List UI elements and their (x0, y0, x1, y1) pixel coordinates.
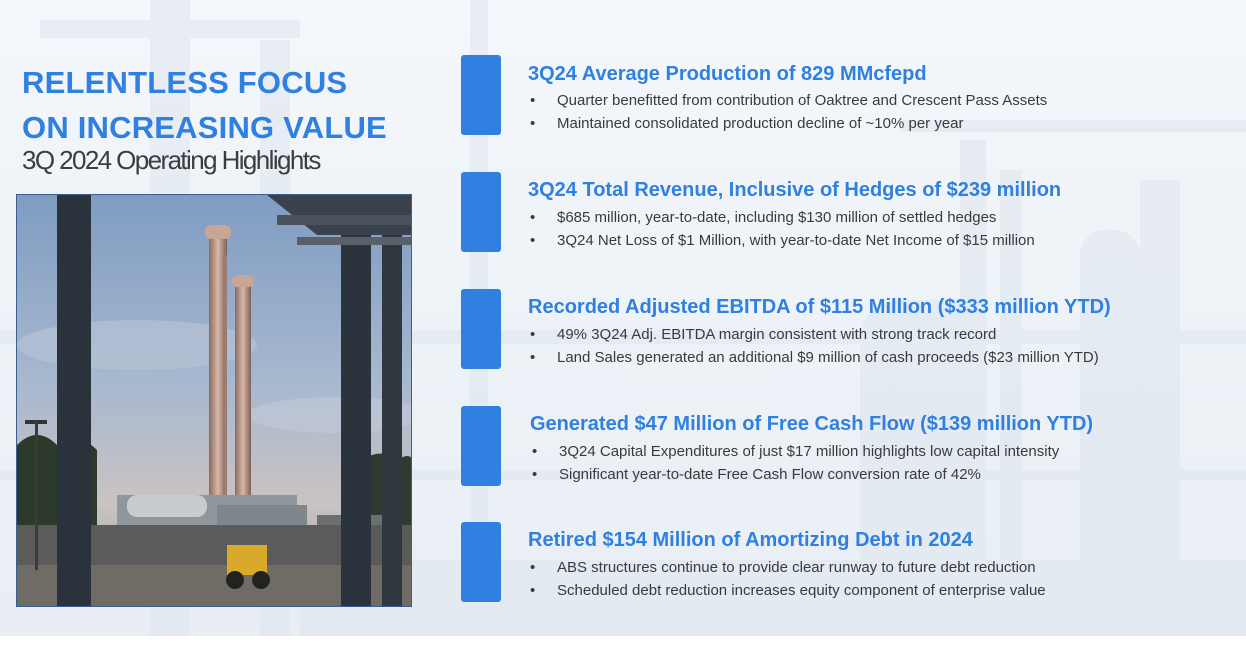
section-marker (461, 55, 501, 135)
highlight-heading: Recorded Adjusted EBITDA of $115 Million ($333 million YTD) (528, 296, 1111, 318)
bullet-list (530, 440, 1059, 486)
highlight-heading: Generated $47 Million of Free Cash Flow ($139 million YTD) (530, 413, 1094, 435)
list-item: • Scheduled debt reduction increases equity component of enterprise value (528, 579, 1046, 602)
highlight-heading: 3Q24 Total Revenue, Inclusive of Hedges of $239 million (528, 179, 1062, 201)
bullet-dot: • (530, 349, 536, 366)
list-item: • 3Q24 Capital Expenditures of just $17 million highlights low capital intensity (530, 440, 1059, 463)
slide-title (22, 60, 387, 150)
list-item: • Maintained consolidated production decline of ~10% per year (528, 112, 1047, 135)
bullet-dot: • (530, 582, 536, 599)
bullet-dot: • (530, 209, 536, 226)
bullet-dot: • (532, 466, 538, 483)
bullet-list (528, 323, 1099, 369)
list-item: • Land Sales generated an additional $9 million of cash proceeds ($23 million YTD) (528, 346, 1099, 369)
bullet-dot: • (530, 326, 536, 343)
facility-photo (16, 194, 412, 607)
list-item: • $685 million, year-to-date, including $130 million of settled hedges (528, 206, 1035, 229)
list-item: • ABS structures continue to provide clear runway to future debt reduction (528, 556, 1046, 579)
list-item: • 3Q24 Net Loss of $1 Million, with year-to-date Net Income of $15 million (528, 229, 1035, 252)
title-line-2: ON INCREASING VALUE (22, 110, 387, 145)
bullet-dot: • (532, 443, 538, 460)
highlight-heading: 3Q24 Average Production of 829 MMcfepd (528, 63, 927, 85)
section-marker (461, 172, 501, 252)
bullet-list (528, 206, 1035, 252)
section-marker (461, 406, 501, 486)
highlight-heading: Retired $154 Million of Amortizing Debt in 2024 (528, 529, 973, 551)
list-item: • Quarter benefitted from contribution of Oaktree and Crescent Pass Assets (528, 89, 1047, 112)
section-marker (461, 289, 501, 369)
section-marker (461, 522, 501, 602)
bullet-dot: • (530, 232, 536, 249)
bullet-list (528, 89, 1047, 135)
bullet-dot: • (530, 115, 536, 132)
list-item: • Significant year-to-date Free Cash Flow conversion rate of 42% (530, 463, 1059, 486)
bullet-dot: • (530, 92, 536, 109)
slide-subtitle: 3Q 2024 Operating Highlights (22, 145, 320, 175)
bullet-dot: • (530, 559, 536, 576)
title-line-1: RELENTLESS FOCUS (22, 65, 348, 100)
bullet-list (528, 556, 1046, 602)
list-item: • 49% 3Q24 Adj. EBITDA margin consistent with strong track record (528, 323, 1099, 346)
